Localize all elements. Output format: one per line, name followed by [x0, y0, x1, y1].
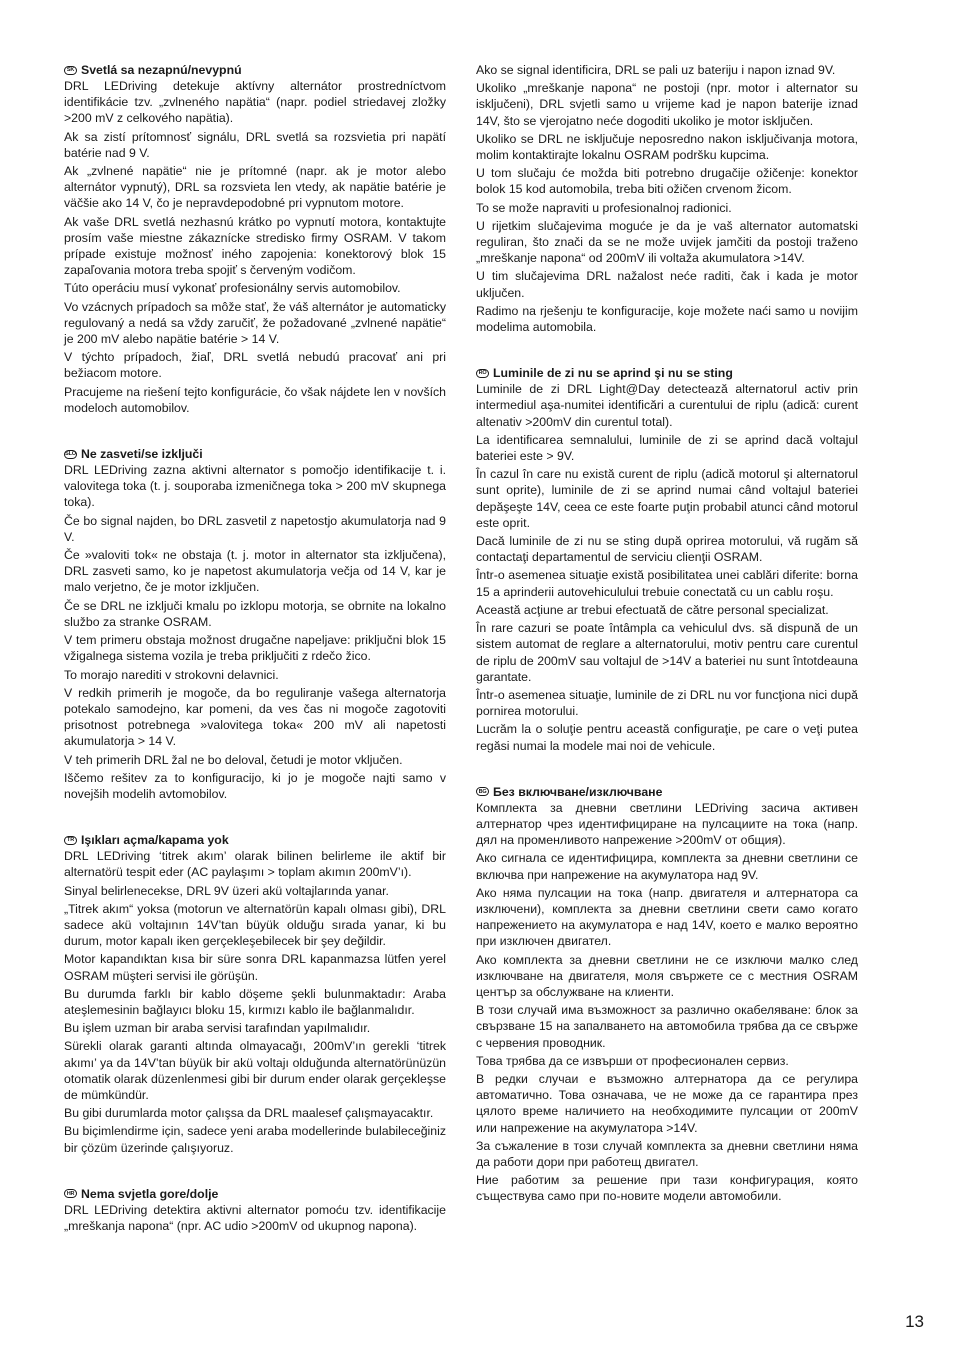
paragraph: Radimo na rješenju te konfiguracije, koje možete naći samo u novijim modelima automobila.: [476, 303, 858, 335]
page-number: 13: [905, 1312, 924, 1331]
section-title: Luminile de zi nu se aprind şi nu se sting: [493, 366, 733, 381]
language-code-icon: HR: [64, 1189, 77, 1198]
paragraph: Bu işlem uzman bir araba servisi tarafından yapılmalıdır.: [64, 1021, 371, 1036]
paragraph: V tem primeru obstaja možnost drugačne napeljave: priključni blok 15 vžigalnega sistema vozila je treba priključiti z rdečo žico.: [64, 633, 446, 664]
language-code-icon: BG: [476, 787, 489, 796]
paragraph: Luminile de zi DRL Light@Day detectează alternatorul activ prin intermediul aşa-numitei identificări a curentului de riplu (adică: curent altenativ >200mV din curentul total).: [476, 382, 858, 429]
paragraph: DRL LEDriving detekuje aktívny alternátor prostredníctvom identifikácie tzv. „zvlneného napätia“ (napr. podiel striedavej zložky >200 mV z celkového napätia).: [64, 79, 446, 126]
section-tr: [64, 832, 446, 1156]
paragraph: V týchto prípadoch, žiaľ, DRL svetlá nebudú pracovať ani pri bežiacom motore.: [64, 350, 446, 381]
paragraph: Ak vaše DRL svetlá nezhasnú krátko po vypnutí motora, kontaktujte prosím vaše miestne zákaznícke stredisko firmy OSRAM. V takom prípade existuje možnosť iného zapojenia: konektorový blok 15 zapaľovania motora treba spojiť s červeným vodičom.: [64, 214, 446, 278]
paragraph: Ние работим за решение при тази конфигурация, която съществува само при по-новите модели автомобили.: [476, 1173, 858, 1204]
section-ro: [476, 365, 858, 753]
language-code-icon: RO: [476, 369, 489, 378]
paragraph: În rare cazuri se poate întâmpla ca vehiculul dvs. să dispună de un sistem automat de reglare a alternatorului, motiv pentru care curentul de riplu de 200mV sau voltajul de >14V a bateriei nu sunt întotdeauna garantate.: [476, 621, 858, 684]
paragraph: Bu gibi durumlarda motor çalışsa da DRL maalesef çalışmayacaktır.: [64, 1106, 434, 1121]
paragraph: V teh primerih DRL žal ne bo deloval, četudi je motor vključen.: [64, 752, 403, 767]
section-bg: [476, 784, 858, 1205]
section-title: Ne zasveti/se izklјuči: [81, 447, 203, 462]
paragraph: DRL LEDriving ‘titrek akım’ olarak bilinen belirleme ile aktif bir alternatörü tespit eder (AC paylaşımı > toplam akımın 200mV’ı).: [64, 849, 446, 880]
paragraph: Într-o asemenea situaţie există posibilitatea unei cablări diferite: borna 15 a aprinderii autovehiculului trebuie conectată cu un cablu roşu.: [476, 568, 858, 599]
section-heading: [64, 832, 446, 848]
section-hr-continued: [476, 62, 858, 335]
left-column: [64, 62, 446, 1236]
paragraph: U rijetkim slučajevima moguće je da je vaš alternator automatski reguliran, što znači da se ne može uvijek jamčiti da postoji traženo „mreškanje napona“ od 200mV ili voltaža akumulatora >14V.: [476, 218, 858, 266]
paragraph: Če »valoviti tok« ne obstaja (t. j. motor in alternator sta izključena), DRL zasveti samo, ko je napetost akumulatorja večja od 14 V, kar je malo verjetno, če je motor izključen.: [64, 548, 446, 595]
paragraph: Bu biçimlendirme için, sadece yeni araba modellerinde bulabileceğiniz bir çözüm üzerinde çalışıyoruz.: [64, 1124, 446, 1155]
paragraph: La identificarea semnalului, luminile de zi se aprind dacă voltajul bateriei este > 9V.: [476, 432, 858, 464]
paragraph: Vo vzácnych prípadoch sa môže stať, že váš alternátor je automaticky regulovaný a nedá sa vždy zaručiť, že požadované „zvlnené napätie“ je 200 mV alebo napätie batérie > 14 V.: [64, 299, 446, 347]
paragraph: Комплекта за дневни светлини LEDriving засича активен алтернатор чрез идентифициране на пулсациите на тока (напр. дял на променливото напрежение >200mV от общия).: [476, 800, 858, 848]
language-code-icon: TR: [64, 836, 77, 845]
right-column: [476, 62, 858, 1207]
paragraph: Într-o asemenea situaţie, luminile de zi DRL nu vor funcţiona nici după pornirea motorului.: [476, 687, 858, 719]
section-slo: [64, 446, 446, 802]
paragraph: „Titrek akım“ yoksa (motorun ve alternatörün kapalı olması gibi), DRL sadece akü voltajının 14V’tan büyük olduğu sırada yanar, ki bu durum, motor kapalı iken gerçekleşebilecek bir şey değildir.: [64, 901, 446, 949]
paragraph: Sürekli olarak garanti altında olmayacağı, 200mV’ın gerekli ‘titrek akımı’ ya da 14V’tan büyük bir akü voltajı olduğunda alternatörünüzün otomatik olarak düzenlenmesi gibi bir durum ender olarak gerçekleşse de mümkündür.: [64, 1039, 446, 1102]
section-sk: [64, 62, 446, 416]
paragraph: Bu durumda farklı bir kablo döşeme şekli bulunmaktadır: Araba ateşlemesinin bağlayıcı bloku 15, kırmızı kablo ile bağlanmalıdır.: [64, 986, 446, 1017]
paragraph: Lucrăm la o soluţie pentru această configuraţie, pe care o veţi putea regăsi numai la modele mai noi de vehicule.: [476, 722, 858, 753]
section-hr-start: [64, 1186, 446, 1234]
paragraph: U tim slučajevima DRL nažalost neće raditi, čak i kada je motor uključen.: [476, 269, 858, 300]
paragraph: Ak „zvlnené napätie“ nie je prítomné (napr. ak je motor alebo alternátor vypnutý), DRL sa rozsvieta len vtedy, ak napätie batérie je väčšie ako 14 V, čo je nepravdepodobné pri vypnutom motore.: [64, 164, 446, 211]
paragraph: В този случай има възможност за различно окабеляване: блок за свързване 15 на запалването на автомобила трябва да се свърже с червения проводник.: [476, 1003, 858, 1050]
paragraph: Ukoliko „mreškanje napona“ ne postoji (npr. motor i alternator su isključeni), DRL svjetli samo u vrijeme kad je napon baterije iznad 14V, što se vjerojatno neće dogoditi ukoliko je motor isključen.: [476, 81, 858, 128]
section-title: Svetlá sa nezapnú/nevypnú: [81, 63, 242, 77]
section-heading: [476, 365, 858, 381]
section-heading: [64, 62, 446, 78]
paragraph: Iščemo rešitev za to konfiguracijo, ki jo je mogoče najti samo v novejših modelih avtomobilov.: [64, 770, 446, 801]
paragraph: Ak sa zistí prítomnosť signálu, DRL svetlá sa rozsvietia pri napätí batérie nad 9 V.: [64, 129, 446, 160]
section-heading: [64, 1186, 446, 1202]
section-title: Nema svjetla gore/dolje: [81, 1186, 219, 1201]
paragraph: Túto operáciu musí vykonať profesionálny servis automobilov.: [64, 281, 401, 296]
language-code-icon: SK: [64, 66, 77, 75]
paragraph: Ako se signal identificira, DRL se pali uz bateriju i napon iznad 9V.: [476, 63, 836, 77]
section-heading: [64, 446, 446, 462]
section-title: Işıkları açma/kapama yok: [81, 833, 229, 848]
paragraph: Če se DRL ne izključi kmalu po izklopu motorja, se obrnite na lokalno službo za stranke OSRAM.: [64, 598, 446, 629]
section-heading: [476, 784, 858, 800]
paragraph: Ukoliko se DRL ne isključuje neposredno nakon isključivanja motora, molim kontaktirajte lokalnu OSRAM podršku kupcima.: [476, 131, 858, 163]
paragraph: Pracujeme na riešení tejto konfigurácie, čo však nájdete len v novších modeloch automobilov.: [64, 384, 446, 415]
paragraph: V redkih primerih je mogoče, da bo reguliranje vašega alternatorja potekalo samodejno, kar pomeni, da ves čas ni mogoče zagotoviti prisotnost potrebnega »valovitega toka« 200 mV ali napetosti akumulatorja > 14 V.: [64, 685, 446, 749]
paragraph: Dacă luminile de zi nu se sting după oprirea motorului, vă rugăm să contactaţi departamentul de serviciu clienţii OSRAM.: [476, 534, 858, 565]
paragraph: Това трябва да се извърши от професионален сервиз.: [476, 1053, 789, 1068]
paragraph: U tom slučaju će možda biti potrebno drugačije ožičenje: konektor bolok 15 kod automobila, treba biti ožičen crvenom žicom.: [476, 166, 858, 197]
paragraph: За съжаление в този случай комплекта за дневни светлини няма да работи дори при работещ двигател.: [476, 1138, 858, 1169]
paragraph: Ако сигнала се идентифицира, комплекта за дневни светлини се включва при напрежение на акумулатора над 9V.: [476, 851, 858, 882]
language-code-icon: SLO: [65, 451, 76, 458]
paragraph: В редки случаи е възможно алтернатора да се регулира автоматично. Това означава, че не може да се гарантира през цялото време наличието на необходимите пулсации от 200mV или напрежение на акумулатора >14V.: [476, 1071, 858, 1135]
paragraph: Sinyal belirlenecekse, DRL 9V üzeri akü voltajlarında yanar.: [64, 883, 389, 898]
paragraph: To se može napraviti u profesionalnoj radionici.: [476, 200, 732, 215]
paragraph: Če bo signal najden, bo DRL zasvetil z napetostjo akumulatorja nad 9 V.: [64, 513, 446, 544]
paragraph: Ако няма пулсации на тока (напр. двигателя и алтернатора са изключени), комплекта за дневни светлини свети само когато напрежението на акумулатора е над 14V, което е малко вероятно при изключен двигател.: [476, 885, 858, 949]
paragraph: DRL LEDriving detektira aktivni alternator pomoću tzv. identifikacije „mreškanja napona“ (npr. AC udio >200mV od ukupnog napona).: [64, 1202, 446, 1233]
paragraph: DRL LEDriving zazna aktivni alternator s pomočjo identifikacije t. i. valovitega toka (t. j. souporaba izmeničnega toka > 200 mV skupnega toka).: [64, 463, 446, 510]
paragraph: Această acţiune ar trebui efectuată de către personal specializat.: [476, 602, 829, 617]
paragraph: Motor kapandıktan kısa bir süre sonra DRL kapanmazsa lütfen yerel OSRAM müşteri servisi ile görüşün.: [64, 952, 446, 983]
paragraph: În cazul în care nu există curent de riplu (adică motorul şi alternatorul sunt oprite), luminile de zi se aprind numai când voltajul bateriei depăşeşte 14V, ceea ce este foarte puţin probabil atunci când motorul este oprit.: [476, 467, 858, 530]
paragraph: To morajo narediti v strokovni delavnici.: [64, 667, 279, 682]
paragraph: Ако комплекта за дневни светлини не се изключи малко след изключване на двигателя, моля свържете се с местния OSRAM център за обслужване на клиенти.: [476, 952, 858, 999]
section-title: Без включване/изключване: [493, 784, 663, 799]
